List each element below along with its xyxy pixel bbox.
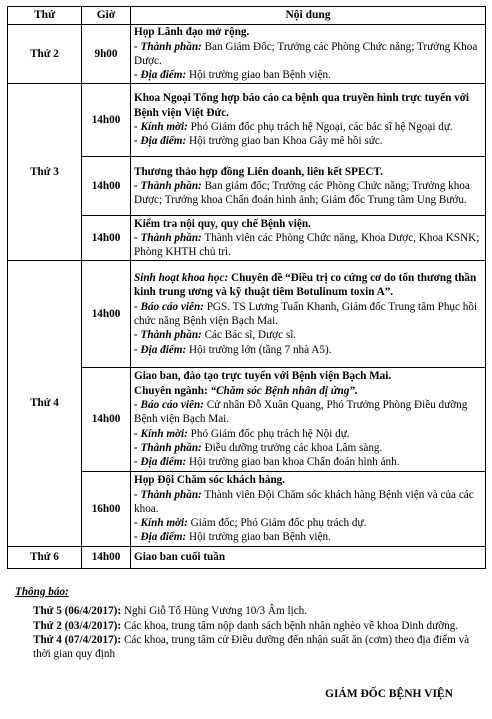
time-cell: 14h00 xyxy=(82,261,131,368)
event-detail: - Thành phần: Các Bác sĩ, Dược sĩ. xyxy=(134,329,297,342)
event-detail: - Thành phần: Ban Giám Đốc; Trưởng các Phòng Chức năng; Trưởng Khoa Dược. xyxy=(134,40,478,67)
event-detail: - Báo cáo viên: Cử nhân Đỗ Xuân Quang, Phó Trưởng Phòng Điều dưỡng Bệnh viện Bạch Mai. xyxy=(134,399,468,426)
event-subtitle: Chuyên ngành: “Chăm sóc Bệnh nhân dị ứng”. xyxy=(134,384,358,397)
content-cell xyxy=(131,84,486,157)
event-detail: - Địa điểm: Hội trường giao ban Bệnh viện. xyxy=(134,69,331,82)
content-cell xyxy=(131,368,486,472)
day-cell: Thứ 4 xyxy=(8,261,82,547)
content-cell xyxy=(131,157,486,216)
table-row xyxy=(8,84,486,157)
signature-title: GIÁM ĐỐC BỆNH VIỆN xyxy=(325,688,453,700)
time-cell: 14h00 xyxy=(82,547,131,569)
event-title: Giao ban cuối tuần xyxy=(134,551,226,564)
table-row xyxy=(8,25,486,84)
content-cell xyxy=(131,25,486,84)
time-cell: 16h00 xyxy=(82,472,131,547)
header-content: Nội dung xyxy=(131,7,486,25)
schedule-table xyxy=(7,6,486,569)
event-title: Thương thảo hợp đồng Liên doanh, liên kết SPECT. xyxy=(134,165,383,178)
event-detail: - Địa điểm: Hội trường lớn (tầng 7 nhà A5). xyxy=(134,343,332,356)
event-detail: - Thành phần: Điều dưỡng trưởng các khoa Lâm sàng. xyxy=(134,441,383,454)
event-detail: - Địa điểm: Hội trường giao ban Khoa Gây mê hồi sức. xyxy=(134,135,383,148)
notice-item: Thứ 5 (06/4/2017): Nghỉ Giỗ Tổ Hùng Vương 10/3 Âm lịch. xyxy=(33,605,308,618)
day-cell: Thứ 3 xyxy=(8,84,82,261)
time-cell: 14h00 xyxy=(82,216,131,261)
time-cell: 14h00 xyxy=(82,368,131,472)
content-cell xyxy=(131,216,486,261)
event-title: Họp Lãnh đạo mở rộng. xyxy=(134,26,250,39)
day-cell: Thứ 2 xyxy=(8,25,82,84)
notices-section xyxy=(15,585,480,661)
content-cell xyxy=(131,472,486,547)
event-detail: - Thành phần: Ban giám đốc; Trưởng các Phòng Chức năng; Trưởng khoa Dược; Trưởng khoa Chẩn đoán hình ảnh; Giám đốc Trung tâm Ung Bướu. xyxy=(134,179,470,207)
day-cell: Thứ 6 xyxy=(8,547,82,569)
time-cell: 9h00 xyxy=(82,25,131,84)
event-title: Sinh hoạt khoa học: Chuyên đề “Điều trị co cứng cơ do tổn thương thần kinh trung ương và kỹ thuật tiêm Botulinum toxin A”. xyxy=(134,272,477,299)
event-title: Giao ban, đào tạo trực tuyến với Bệnh viện Bạch Mai. xyxy=(134,370,392,383)
event-detail: - Thành phần: Thành viên Đội Chăm sóc khách hàng Bệnh viện và của các khoa. xyxy=(134,488,474,515)
table-row xyxy=(8,261,486,368)
header-time: Giờ xyxy=(82,7,131,25)
event-detail: - Địa điểm: Hội trường giao ban Bệnh viện. xyxy=(134,531,331,544)
header-day: Thứ xyxy=(8,7,82,25)
table-header-row xyxy=(8,7,486,25)
event-detail: - Kính mời: Phó Giám đốc phụ trách hệ Ngoại, các bác sĩ hệ Ngoại dự. xyxy=(134,121,453,133)
event-detail: - Kính mời: Giám đốc; Phó Giám đốc phụ trách dự. xyxy=(134,517,367,530)
notice-item: Thứ 4 (07/4/2017): Các khoa, trung tâm cử Điều dưỡng đến nhận suất ăn (cơm) theo địa điểm và thời gian quy định xyxy=(33,633,470,661)
event-detail: - Kính mời: Phó Giám đốc phụ trách hệ Nội dự. xyxy=(134,427,350,440)
event-detail: - Báo cáo viên: PGS. TS Lương Tuấn Khanh, Giám đốc Trung tâm Phục hồi chức năng Bệnh viện Bạch Mai. xyxy=(134,300,478,327)
table-row xyxy=(8,547,486,569)
time-cell: 14h00 xyxy=(82,84,131,157)
event-detail: - Địa điểm: Hội trường giao ban khoa Chẩn đoán hình ảnh. xyxy=(134,456,400,469)
event-title: Khoa Ngoại Tổng hợp báo cáo ca bệnh qua truyền hình trực tuyến với Bệnh viện Việt Đức. xyxy=(134,92,470,119)
event-detail: - Thành phần: Thành viên các Phòng Chức năng, Khoa Dược, Khoa KSNK; Phòng KHTH chủ trì. xyxy=(134,231,480,259)
content-cell xyxy=(131,261,486,368)
notice-item: Thứ 2 (03/4/2017): Các khoa, trung tâm nộp danh sách bệnh nhân nghèo về khoa Dinh dưỡng. xyxy=(33,619,459,632)
time-cell: 14h00 xyxy=(82,157,131,216)
notices-heading: Thông báo: xyxy=(15,586,69,598)
content-cell xyxy=(131,547,486,569)
event-title: Họp Đội Chăm sóc khách hàng. xyxy=(134,474,286,487)
event-title: Kiểm tra nội quy, quy chế Bệnh viện. xyxy=(134,217,311,230)
